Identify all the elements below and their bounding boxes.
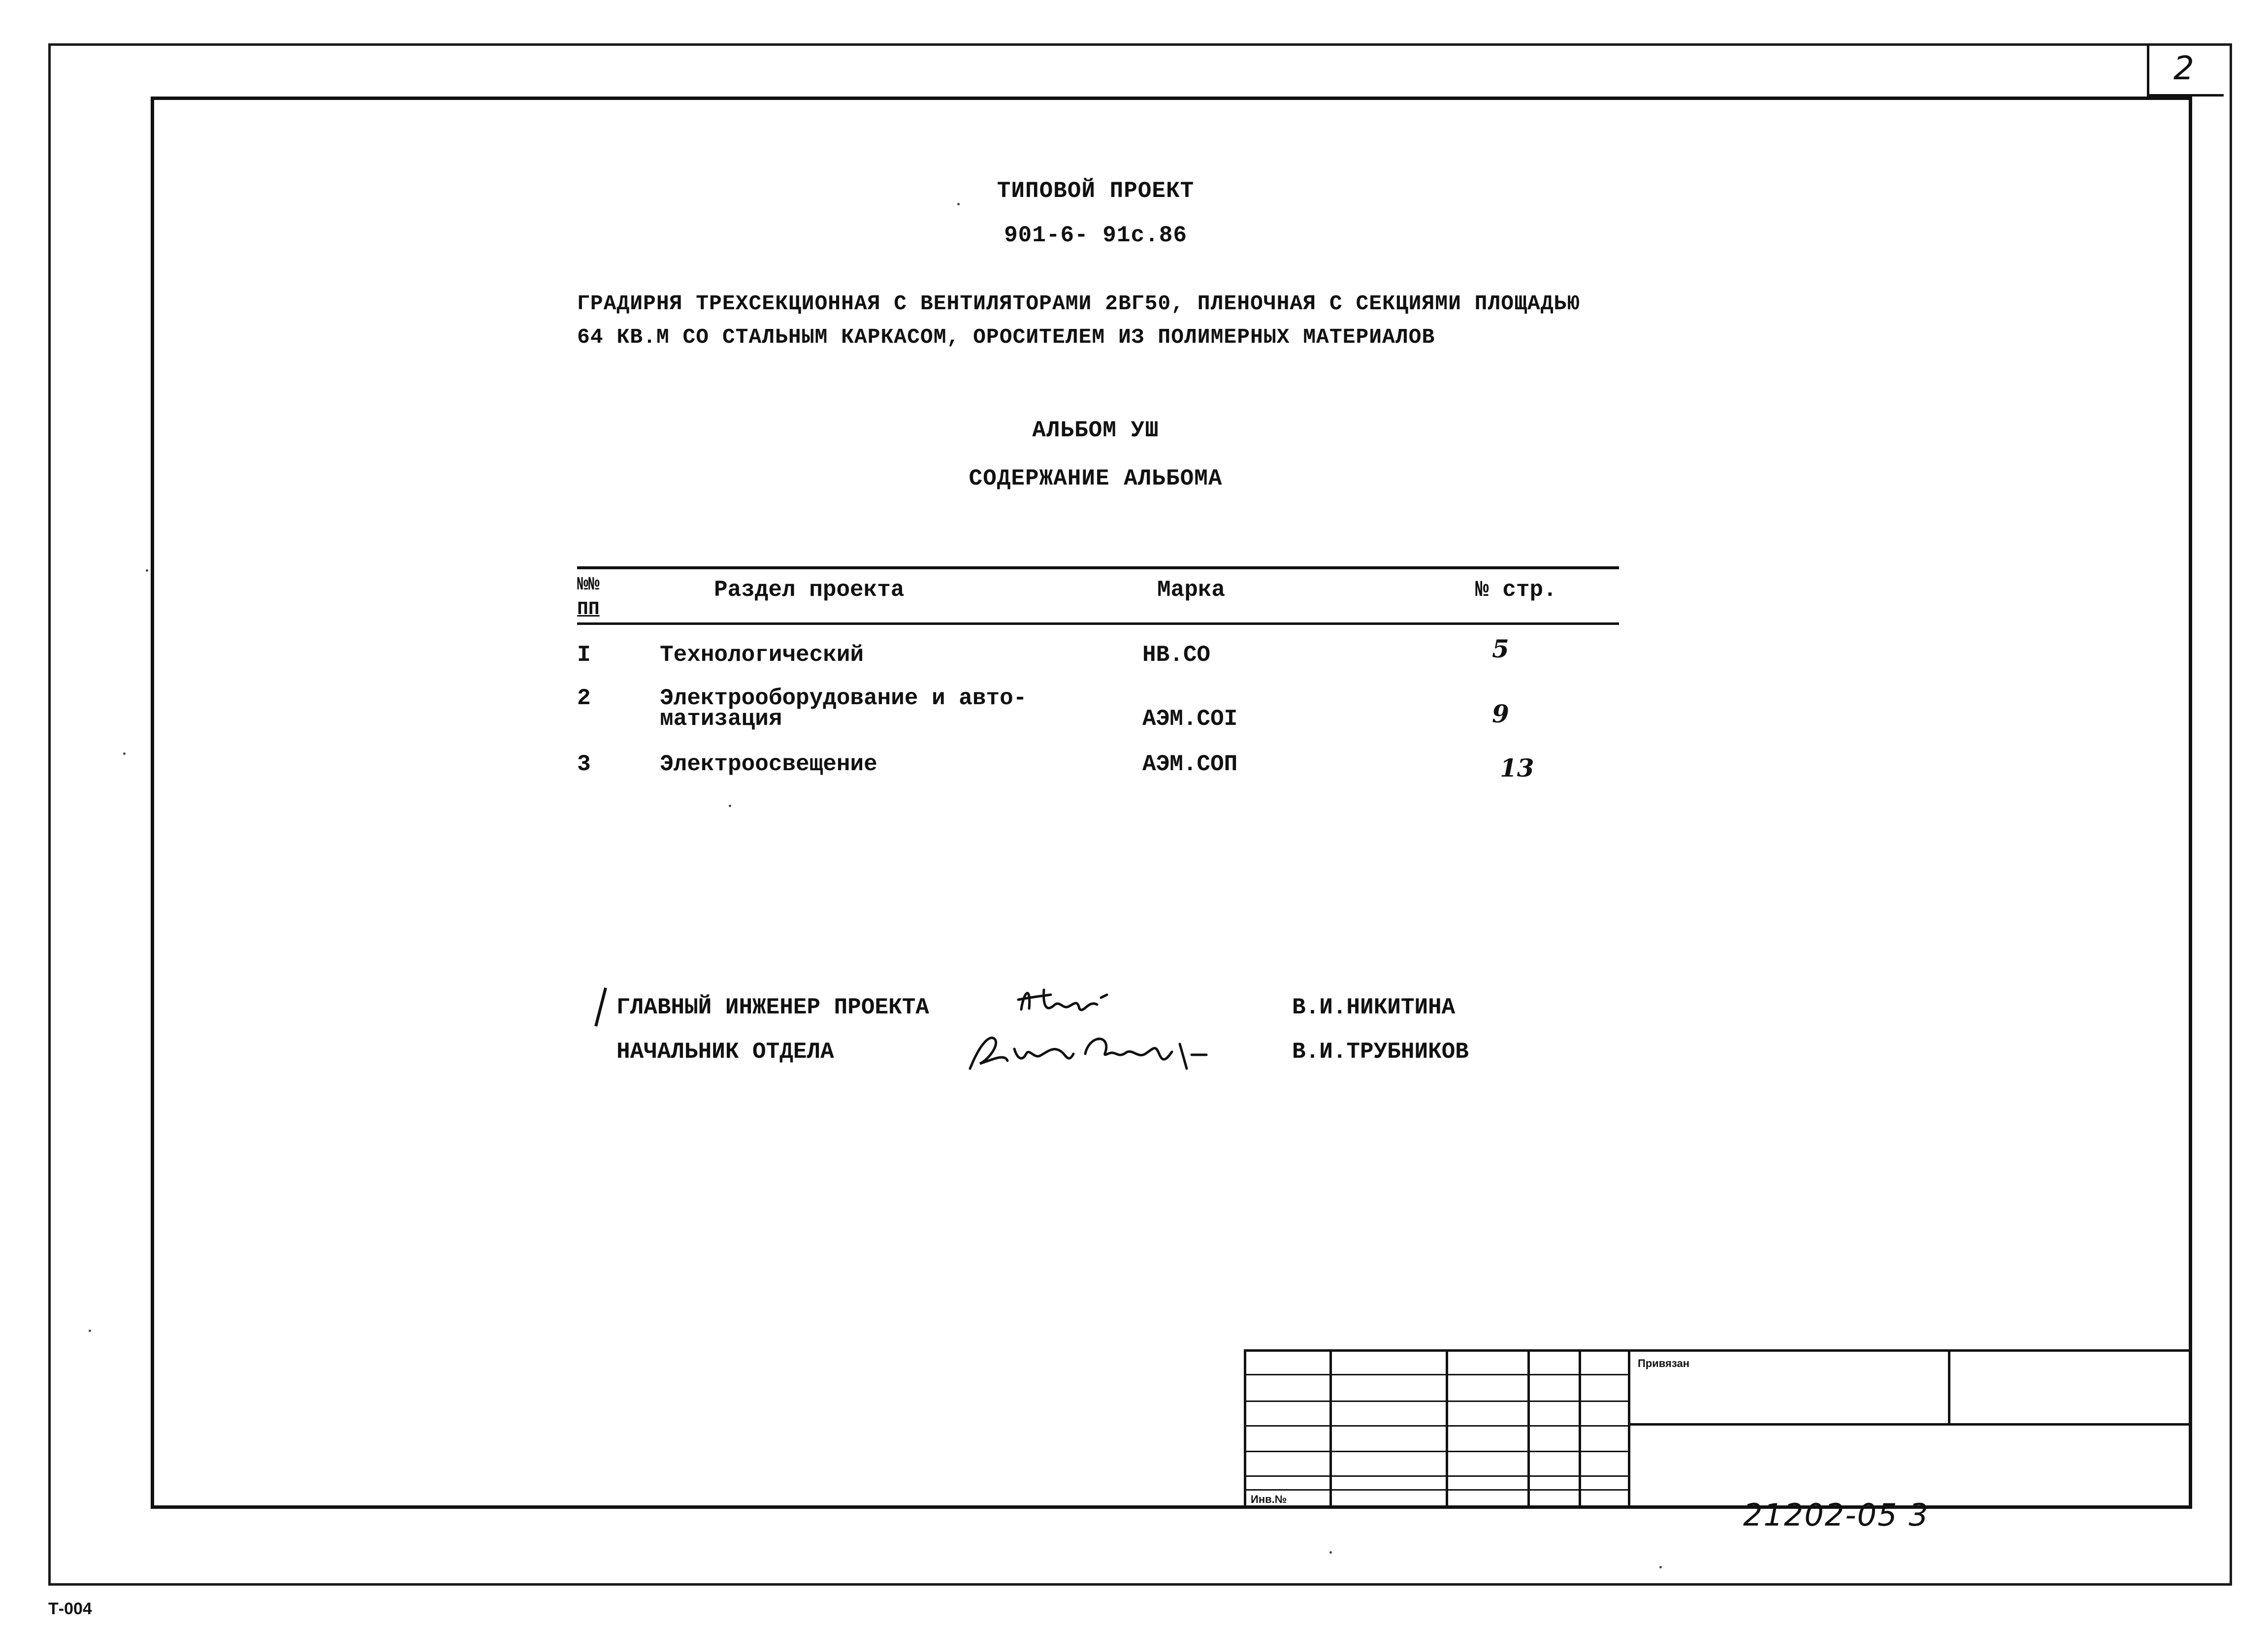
chief-engineer-role: ГЛАВНЫЙ ИНЖЕНЕР ПРОЕКТА	[616, 995, 929, 1020]
row-page: 5	[1492, 634, 1509, 663]
row-page: 9	[1492, 699, 1509, 728]
page-number: 2	[2173, 49, 2194, 87]
row-number: 2	[577, 685, 591, 711]
scan-speck	[729, 805, 731, 807]
scan-speck	[1329, 1551, 1332, 1554]
row-page: 13	[1500, 753, 1534, 782]
scan-speck	[89, 1330, 91, 1332]
form-code: Т-004	[48, 1599, 92, 1618]
stamp-checked-label: Привязан	[1638, 1357, 1690, 1369]
stamp-inventory-label: Инв.№	[1251, 1493, 1287, 1505]
scan-speck	[123, 752, 126, 755]
scan-speck	[1659, 1566, 1662, 1568]
row-mark: АЭМ.СОI	[1142, 706, 1238, 732]
department-head-role: НАЧАЛЬНИК ОТДЕЛА	[616, 1039, 834, 1065]
col-num-header-line-2: ПП	[577, 599, 600, 620]
row-section-line-2: матизация	[660, 706, 782, 732]
table-top-rule	[577, 566, 1619, 569]
row-section: Электроосвещение	[660, 751, 877, 777]
row-mark: АЭМ.СОП	[1142, 751, 1238, 777]
chief-engineer-name: В.И.НИКИТИНА	[1292, 995, 1456, 1020]
contents-title: СОДЕРЖАНИЕ АЛЬБОМА	[969, 466, 1223, 491]
row-section-line-1: Электрооборудование и авто-	[660, 685, 1027, 711]
col-mark-header: Марка	[1157, 577, 1226, 603]
chief-engineer-signature	[1014, 980, 1142, 1024]
row-mark: НВ.СО	[1142, 642, 1211, 668]
project-title-line-1: ГРАДИРНЯ ТРЕХСЕКЦИОННАЯ С ВЕНТИЛЯТОРАМИ 2ВГ50, ПЛЕНОЧНАЯ С СЕКЦИЯМИ ПЛОЩАДЬЮ	[577, 292, 1581, 316]
table-header-rule	[577, 622, 1619, 625]
row-section: Технологический	[660, 642, 864, 668]
project-number: 901-6- 91с.86	[1004, 223, 1187, 248]
scan-speck	[957, 203, 960, 205]
col-section-header: Раздел проекта	[714, 577, 905, 603]
project-title-line-2: 64 КВ.М СО СТАЛЬНЫМ КАРКАСОМ, ОРОСИТЕЛЕМ ИЗ ПОЛИМЕРНЫХ МАТЕРИАЛОВ	[577, 325, 1435, 349]
margin-tick-mark	[591, 985, 611, 1029]
project-type: ТИПОВОЙ ПРОЕКТ	[997, 178, 1195, 204]
title-block-stamp	[1244, 1349, 2192, 1509]
scan-speck	[146, 569, 148, 572]
department-head-name: В.И.ТРУБНИКОВ	[1292, 1039, 1469, 1065]
row-number: I	[577, 642, 591, 668]
row-number: 3	[577, 751, 591, 777]
album-number: АЛЬБОМ УШ	[1032, 418, 1159, 443]
department-head-signature	[960, 1024, 1216, 1078]
col-page-header: № стр.	[1475, 577, 1557, 603]
col-num-header-line-1: №№	[577, 574, 600, 595]
document-code: 21202-05 3	[1743, 1497, 1929, 1533]
